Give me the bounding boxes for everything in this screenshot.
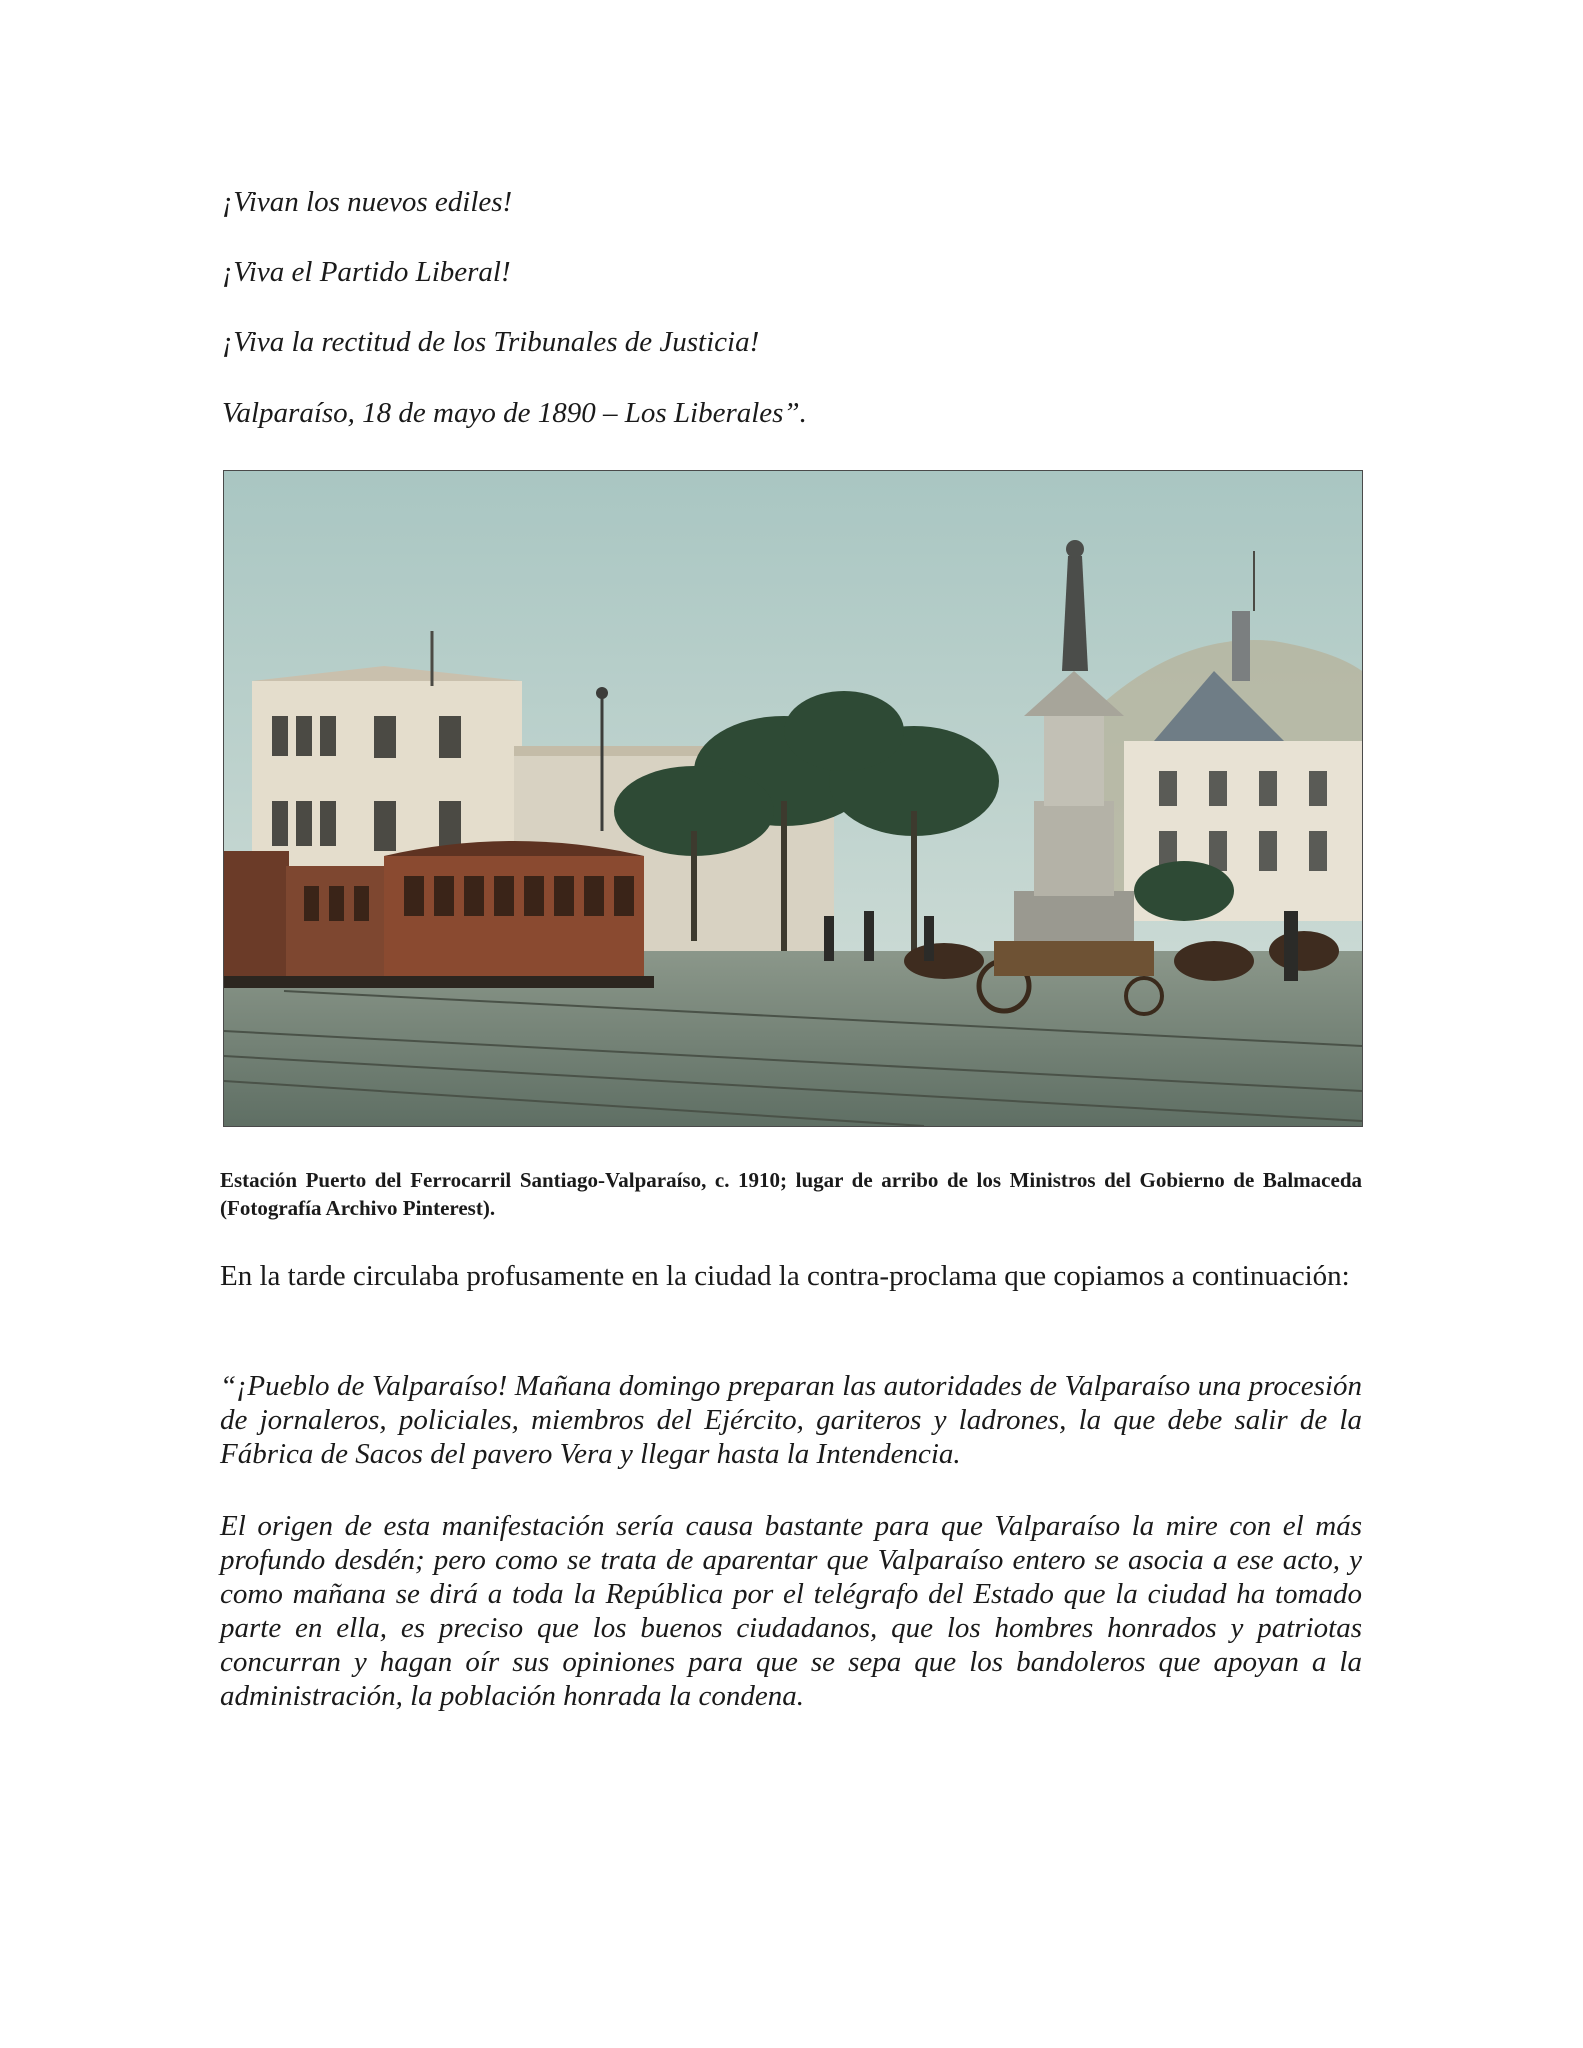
verse-line-2: ¡Viva el Partido Liberal! xyxy=(222,256,511,288)
paragraph-intro: En la tarde circulaba profusamente en la ciudad la contra-proclama que copiamos a continuación: xyxy=(220,1260,1350,1292)
figure-caption: Estación Puerto del Ferrocarril Santiago-Valparaíso, c. 1910; lugar de arribo de los Ministros del Gobierno de Balmaceda (Fotografía Archivo Pinterest). xyxy=(220,1168,1362,1220)
paragraph-proclamation-2: El origen de esta manifestación sería causa bastante para que Valparaíso la mire con el más profundo desdén; pero como se trata de aparentar que Valparaíso entero se asocia a ese acto, y como mañana se dirá a toda la República por el telégrafo del Estado que la ciudad ha tomado parte en ella, es preciso que los buenos ciudadanos, que los hombres honrados y patriotas concurran y hagan oír sus opiniones para que se sepa que los bandoleros que apoyan a la administración, la población honrada la condena. xyxy=(220,1510,1362,1712)
station-photo-illustration xyxy=(224,471,1362,1126)
verse-line-1: ¡Vivan los nuevos ediles! xyxy=(222,186,513,218)
verse-line-4: Valparaíso, 18 de mayo de 1890 – Los Liberales”. xyxy=(222,397,807,429)
station-photograph xyxy=(223,470,1363,1127)
paragraph-proclamation-1: “¡Pueblo de Valparaíso! Mañana domingo preparan las autoridades de Valparaíso una procesión de jornaleros, policiales, miembros del Ejército, gariteros y ladrones, la que debe salir de la Fábrica de Sacos del pavero Vera y llegar hasta la Intendencia. xyxy=(220,1370,1362,1470)
verse-line-3: ¡Viva la rectitud de los Tribunales de Justicia! xyxy=(222,326,760,358)
